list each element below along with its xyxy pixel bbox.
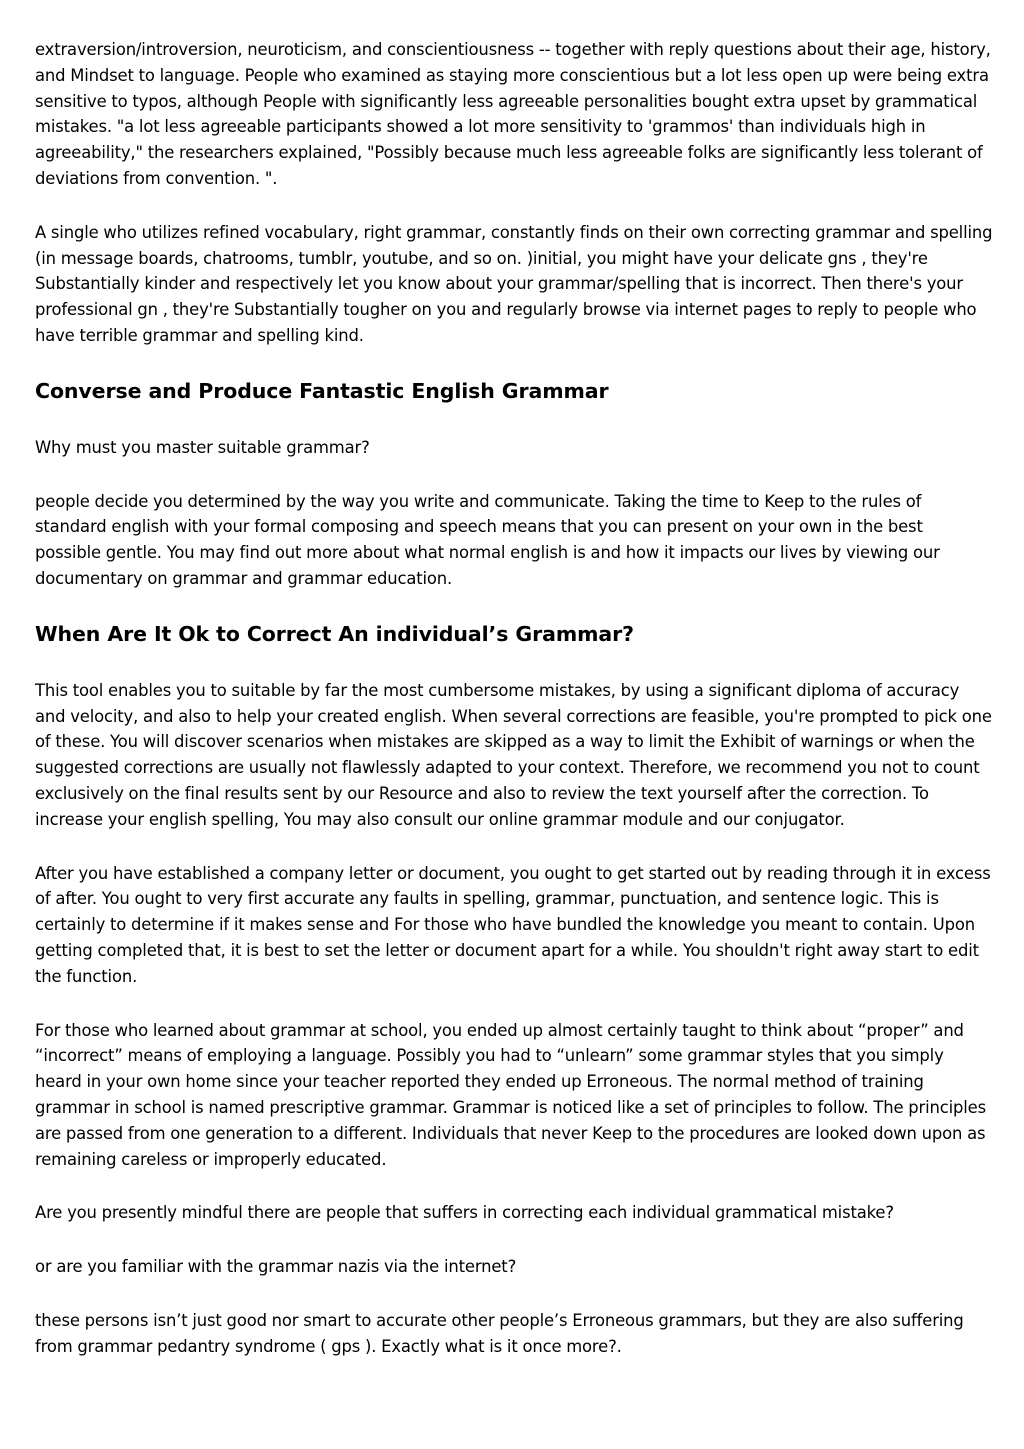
paragraph: these persons isn’t just good nor smart to accurate other people’s Erroneous grammars, but they are also suffering from grammar pedantry syndrome ( gps ). Exactly what is it once more?. xyxy=(35,1310,964,1356)
paragraph: For those who learned about grammar at school, you ended up almost certainly taught to think about “proper” and “incorrect” means of employing a language. Possibly you had to “unlearn” some grammar styles that you simply heard in your own home since your teacher reported they ended up Erroneous. The normal method of training grammar in school is named prescriptive grammar. Grammar is noticed like a set of principles to follow. The principles are passed from one generation to a different. Individuals that never Keep to the procedures are looked down upon as remaining careless or improperly educated. xyxy=(35,1020,986,1169)
paragraph: or are you familiar with the grammar nazis via the internet? xyxy=(35,1257,517,1277)
paragraph: extraversion/introversion, neuroticism, and conscientiousness -- together with reply questions about their age, history, and Mindset to language. People who examined as staying more conscientious but a lot less open up were being extra sensitive to typos, although People with significantly less agreeable personalities bought extra upset by grammatical mistakes. "a lot less agreeable participants showed a lot more sensitivity to 'grammos' than individuals high in agreeability," the researchers explained, "Possibly because much less agreeable folks are significantly less tolerant of deviations from convention. ". xyxy=(35,40,991,188)
paragraph: people decide you determined by the way you write and communicate. Taking the time to Keep to the rules of standard english with your formal composing and speech means that you can present on your own in the best possible gentle. You may find out more about what normal english is and how it impacts our lives by viewing our documentary on grammar and grammar education. xyxy=(35,491,940,588)
paragraph: Why must you master suitable grammar? xyxy=(35,437,370,457)
section-heading: Converse and Produce Fantastic English Grammar xyxy=(35,378,609,403)
article-body xyxy=(35,37,993,1387)
paragraph: After you have established a company letter or document, you ought to get started out by reading through it in excess of after. You ought to very first accurate any faults in spelling, grammar, punctuation, and sentence logic. This is certainly to determine if it makes sense and For those who have bundled the knowledge you meant to contain. Upon getting completed that, it is best to set the letter or document apart for a while. You shouldn't right away start to edit the function. xyxy=(35,863,991,986)
section-heading: When Are It Ok to Correct An individual’s Grammar? xyxy=(35,621,634,646)
paragraph: A single who utilizes refined vocabulary, right grammar, constantly finds on their own correcting grammar and spelling (in message boards, chatrooms, tumblr, youtube, and so on. )initial, you might have your delicate gns , they're Substantially kinder and respectively let you know about your grammar/spelling that is incorrect. Then there's your professional gn , they're Substantially tougher on you and regularly browse via internet pages to reply to people who have terrible grammar and spelling kind. xyxy=(35,222,993,345)
paragraph: This tool enables you to suitable by far the most cumbersome mistakes, by using a significant diploma of accuracy and velocity, and also to help your created english. When several corrections are feasible, you're prompted to pick one of these. You will discover scenarios when mistakes are skipped as a way to limit the Exhibit of warnings or when the suggested corrections are usually not flawlessly adapted to your context. Therefore, we recommend you not to count exclusively on the final results sent by our Resource and also to review the text yourself after the correction. To increase your english spelling, You may also consult our online grammar module and our conjugator. xyxy=(35,680,992,829)
paragraph: Are you presently mindful there are people that suffers in correcting each individual grammatical mistake? xyxy=(35,1203,894,1223)
